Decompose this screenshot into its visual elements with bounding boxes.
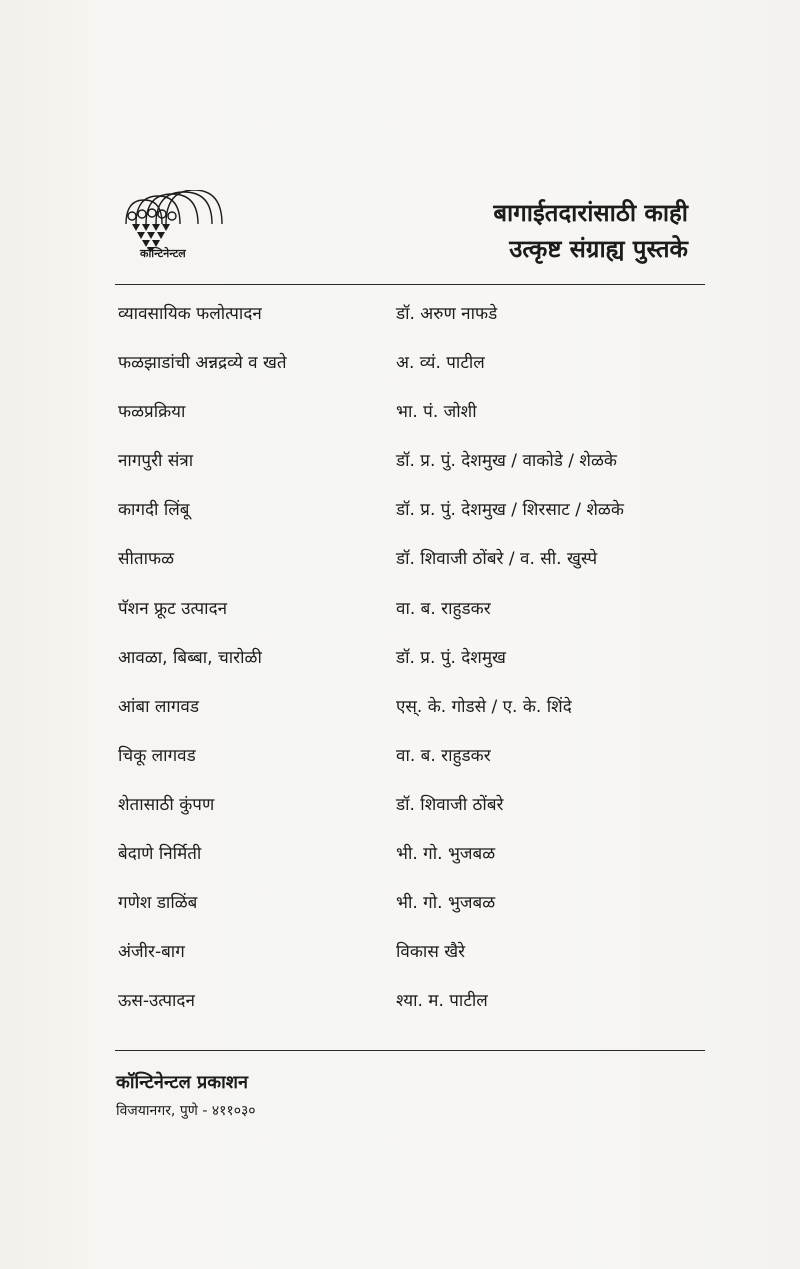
book-author: अ. व्यं. पाटील [396,353,485,374]
book-title: चिकू लागवड [118,745,196,766]
bottom-divider [115,1050,705,1051]
book-author: डॉ. अरुण नाफडे [396,304,498,324]
book-author: डॉ. शिवाजी ठोंबरे / व. सी. खुस्पे [396,549,598,570]
book-title: गणेश डाळिंब [118,893,198,914]
book-title: पॅशन फ्रूट उत्पादन [118,598,228,619]
publisher-name: कॉन्टिनेन्टल प्रकाशन [116,1072,249,1093]
book-author: डॉ. प्र. पुं. देशमुख / वाकोडे / शेळके [396,451,617,472]
arches-logo-icon [118,190,228,252]
book-title: आवळा, बिब्बा, चारोळी [118,647,262,668]
book-row [118,989,718,1038]
book-row [118,646,718,695]
book-row [118,842,718,891]
book-title: ऊस-उत्पादन [118,991,195,1012]
book-row [118,940,718,989]
book-author: वा. ब. राहुडकर [396,598,491,619]
book-author: डॉ. प्र. पुं. देशमुख [396,647,506,668]
page-title [493,195,688,267]
book-title: सीताफळ [118,549,175,570]
book-author: भी. गो. भुजबळ [396,893,496,914]
book-title: व्यावसायिक फलोत्पादन [118,304,262,324]
book-row [118,744,718,793]
book-title: फळझाडांची अन्नद्रव्ये व खते [118,353,287,374]
book-row [118,351,718,400]
book-title: आंबा लागवड [118,696,199,717]
book-row [118,793,718,842]
book-author: भा. पं. जोशी [396,402,477,423]
book-title: फळप्रक्रिया [118,402,186,423]
book-author: एस्. के. गोडसे / ए. के. शिंदे [396,696,572,717]
book-author: डॉ. शिवाजी ठोंबरे [396,794,504,815]
book-author: भी. गो. भुजबळ [396,844,496,865]
book-row [118,891,718,940]
book-list [118,302,718,1038]
book-row [118,302,718,351]
book-row [118,400,718,449]
book-row [118,597,718,646]
book-title: नागपुरी संत्रा [118,451,194,472]
book-title: शेतासाठी कुंपण [118,794,215,815]
book-title: कागदी लिंबू [118,500,190,521]
book-row [118,449,718,498]
publisher-logo [118,190,228,270]
book-author: श्या. म. पाटील [396,991,488,1012]
book-author: वा. ब. राहुडकर [396,745,491,766]
book-row [118,547,718,596]
book-author: डॉ. प्र. पुं. देशमुख / शिरसाट / शेळके [396,500,624,521]
book-row [118,695,718,744]
book-author: विकास खैरे [396,942,466,963]
book-title: बेदाणे निर्मिती [118,844,202,865]
top-divider [115,284,705,285]
book-title: अंजीर-बाग [118,942,185,963]
title-line-2: उत्कृष्ट संग्राह्य पुस्तके [509,235,688,263]
book-row [118,498,718,547]
title-line-1: बागाईतदारांसाठी काही [493,199,688,227]
publisher-address: विजयानगर, पुणे - ४११०३० [116,1103,256,1119]
logo-wordmark: कॉन्टिनेन्टल [140,247,186,260]
